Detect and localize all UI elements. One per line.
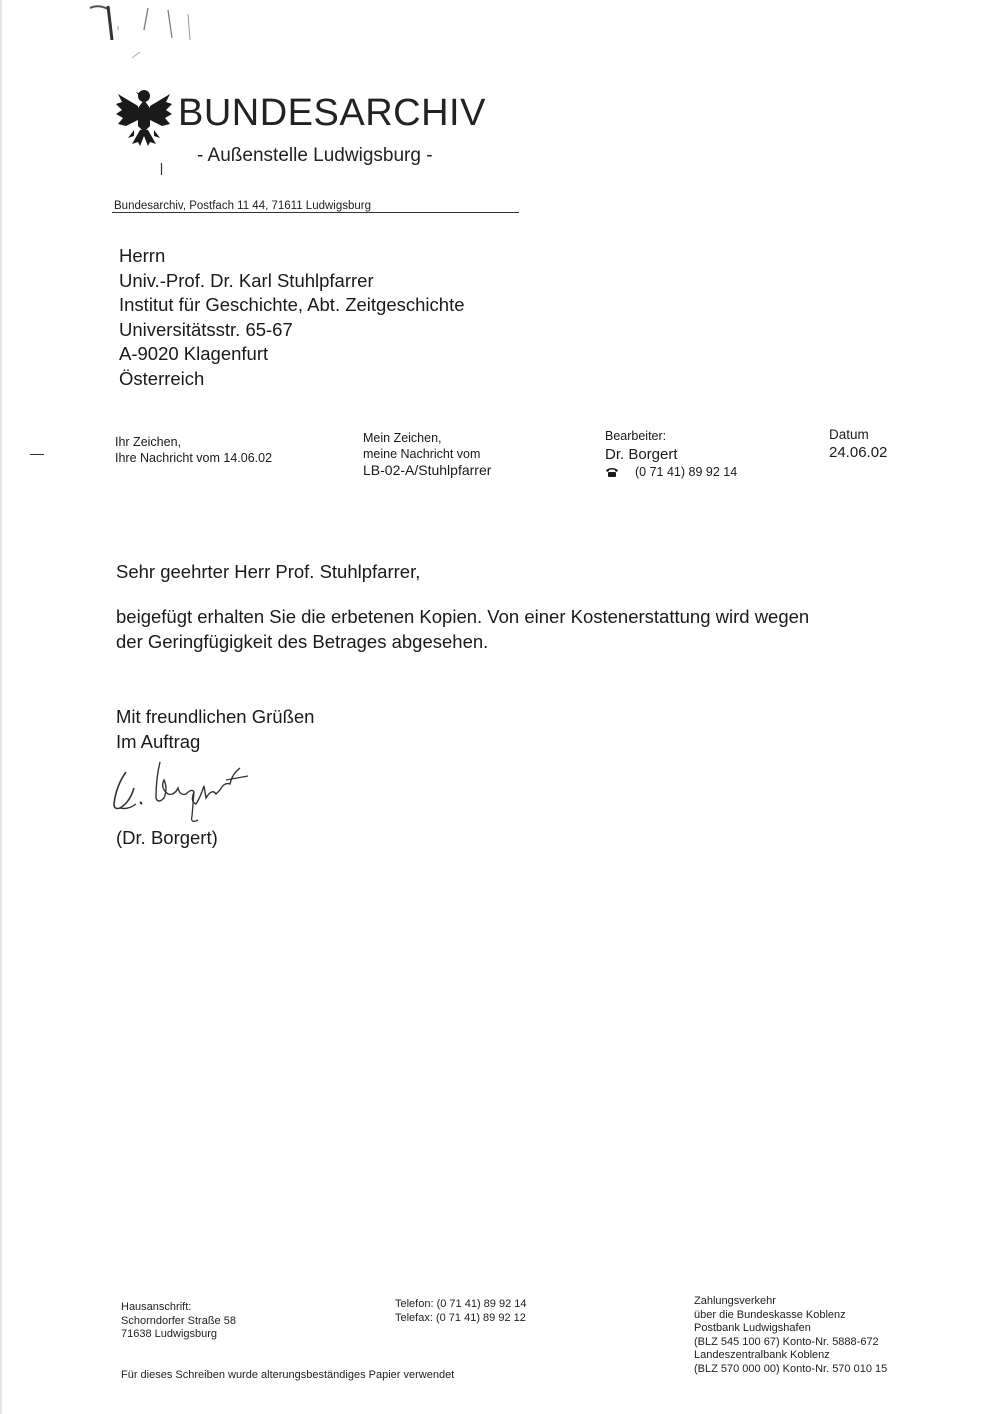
footer-line: 71638 Ludwigsburg — [121, 1328, 218, 1340]
footer-line: (BLZ 545 100 67) Konto-Nr. 5888-672 — [694, 1335, 879, 1348]
body-line: der Geringfügigkeit des Betrages abgesehen. — [116, 631, 489, 652]
footer-line: über die Bundeskasse Koblenz — [694, 1308, 846, 1321]
recipient-line: Univ.-Prof. Dr. Karl Stuhlpfarrer — [119, 269, 374, 291]
body-paragraph — [116, 604, 809, 654]
recipient-line: Institut für Geschichte, Abt. Zeitgeschichte — [119, 294, 465, 315]
their-reference-label: Ihr Zeichen, — [115, 435, 182, 449]
signature-name: (Dr. Borgert) — [116, 827, 218, 848]
clerk-label: Bearbeiter: — [605, 429, 667, 443]
our-reference — [363, 431, 491, 480]
scan-tick-mark — [160, 163, 163, 175]
footer-line: Hausanschrift: — [121, 1301, 192, 1313]
clerk-phone-row — [605, 465, 737, 481]
return-address-rule — [112, 212, 519, 213]
letter-date: 24.06.02 — [829, 443, 888, 461]
salutation: Sehr geehrter Herr Prof. Stuhlpfarrer, — [116, 561, 421, 582]
footer-line: Landeszentralbank Koblenz — [694, 1349, 830, 1361]
date-block — [829, 427, 887, 461]
closing-line: Im Auftrag — [116, 731, 201, 752]
our-reference-label: Mein Zeichen, — [363, 431, 442, 445]
footer-house-address — [121, 1301, 236, 1342]
closing-line: Mit freundlichen Grüßen — [116, 706, 315, 727]
footer-fax: Telefax: (0 71 41) 89 92 12 — [395, 1311, 526, 1324]
our-reference-code: LB-02-A/Stuhlpfarrer — [363, 462, 492, 478]
branch-subtitle: - Außenstelle Ludwigsburg - — [197, 145, 433, 166]
eagle-emblem-icon — [114, 86, 174, 148]
recipient-line: A-9020 Klagenfurt — [119, 343, 269, 364]
body-line: beigefügt erhalten Sie die erbetenen Kopien. Von einer Kostenerstattung wird wegen — [116, 606, 810, 627]
fold-mark — [30, 454, 44, 455]
footer-line: Schorndorfer Straße 58 — [121, 1314, 236, 1327]
footer-payment — [694, 1295, 887, 1376]
recipient-line: Österreich — [119, 367, 205, 389]
telephone-icon — [605, 467, 619, 477]
paper-note: Für dieses Schreiben wurde alterungsbeständiges Papier verwendet — [121, 1369, 455, 1381]
return-address: Bundesarchiv, Postfach 11 44, 71611 Ludwigsburg — [114, 200, 372, 212]
footer-line: Postbank Ludwigshafen — [694, 1322, 811, 1334]
recipient-address — [119, 244, 465, 391]
recipient-line: Universitätsstr. 65-67 — [119, 318, 293, 340]
closing — [116, 704, 314, 754]
clerk-block — [605, 429, 737, 481]
clerk-name: Dr. Borgert — [605, 445, 678, 463]
org-title: BUNDESARCHIV — [178, 92, 486, 134]
our-reference-sub: meine Nachricht vom — [363, 446, 481, 461]
their-reference-date: Ihre Nachricht vom 14.06.02 — [115, 450, 273, 465]
footer-phone: Telefon: (0 71 41) 89 92 14 — [395, 1298, 527, 1310]
recipient-line: Herrn — [119, 245, 166, 266]
footer-line: Zahlungsverkehr — [694, 1295, 776, 1307]
footer-line: (BLZ 570 000 00) Konto-Nr. 570 010 15 — [694, 1362, 888, 1375]
date-label: Datum — [829, 427, 869, 442]
footer-contact — [395, 1298, 526, 1325]
clerk-phone: (0 71 41) 89 92 14 — [635, 465, 738, 479]
their-reference — [115, 435, 272, 466]
scan-mark-icon — [88, 0, 238, 70]
